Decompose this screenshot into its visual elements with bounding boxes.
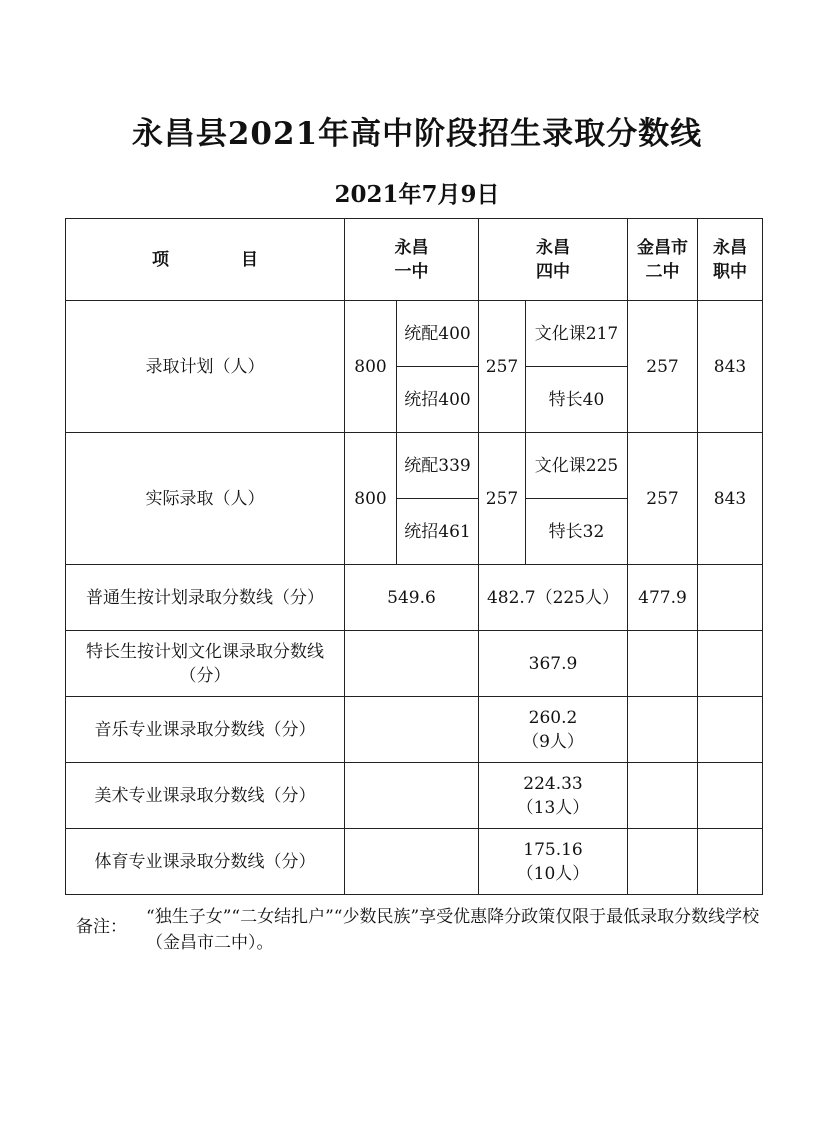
row-school-3: 477.9 (628, 565, 698, 631)
row-school-2: 175.16 （10人） (479, 829, 628, 895)
row-school-4 (698, 763, 763, 829)
score-row-music (66, 697, 763, 763)
row-school-1 (345, 631, 479, 697)
actual-school-3: 257 (628, 433, 698, 565)
header-item-a: 项 (152, 249, 169, 270)
row-school-4 (698, 829, 763, 895)
plan-row (66, 301, 763, 367)
row-school-1: 549.6 (345, 565, 479, 631)
actual-row (66, 433, 763, 499)
row-school-3 (628, 829, 698, 895)
document-date: 2021年7月9日 (334, 181, 500, 208)
actual-label: 实际录取（人） (66, 433, 345, 565)
header-item (66, 219, 345, 301)
actual-school-1-sub-b: 统招461 (397, 499, 479, 565)
note-label: 备注： (76, 917, 127, 937)
actual-school-2-total: 257 (479, 433, 526, 565)
score-row-pe (66, 829, 763, 895)
header-school-4: 永昌 职中 (698, 219, 763, 301)
note-text: “独生子女”“二女结扎户”“少数民族”享受优惠降分政策仅限于最低录取分数线学校（金昌市二中）。 (146, 907, 760, 953)
score-row-specialty-culture (66, 631, 763, 697)
actual-school-4: 843 (698, 433, 763, 565)
plan-school-2-sub-b: 特长40 (526, 367, 628, 433)
header-school-2: 永昌 四中 (479, 219, 628, 301)
plan-school-1-total: 800 (345, 301, 397, 433)
plan-school-4: 843 (698, 301, 763, 433)
row-label: 音乐专业课录取分数线（分） (66, 697, 345, 763)
plan-school-1-sub-b: 统招400 (397, 367, 479, 433)
row-label: 普通生按计划录取分数线（分） (66, 565, 345, 631)
row-school-4 (698, 631, 763, 697)
row-school-4 (698, 697, 763, 763)
row-label: 特长生按计划文化课录取分数线 （分） (66, 631, 345, 697)
actual-school-1-sub-a: 统配339 (397, 433, 479, 499)
row-school-1 (345, 697, 479, 763)
plan-school-2-sub-a: 文化课217 (526, 301, 628, 367)
row-school-2: 367.9 (479, 631, 628, 697)
row-school-2: 224.33 （13人） (479, 763, 628, 829)
row-school-1 (345, 829, 479, 895)
row-label: 体育专业课录取分数线（分） (66, 829, 345, 895)
admission-score-table (65, 218, 763, 895)
plan-school-3: 257 (628, 301, 698, 433)
row-school-2: 260.2 （9人） (479, 697, 628, 763)
header-item-b: 目 (241, 249, 258, 270)
score-row-art (66, 763, 763, 829)
row-school-3 (628, 763, 698, 829)
row-school-1 (345, 763, 479, 829)
header-row (66, 219, 763, 301)
header-school-3: 金昌市 二中 (628, 219, 698, 301)
row-school-4 (698, 565, 763, 631)
row-label: 美术专业课录取分数线（分） (66, 763, 345, 829)
actual-school-2-sub-a: 文化课225 (526, 433, 628, 499)
row-school-3 (628, 631, 698, 697)
plan-school-1-sub-a: 统配400 (397, 301, 479, 367)
header-school-1: 永昌 一中 (345, 219, 479, 301)
actual-school-1-total: 800 (345, 433, 397, 565)
plan-label: 录取计划（人） (66, 301, 345, 433)
row-school-3 (628, 697, 698, 763)
actual-school-2-sub-b: 特长32 (526, 499, 628, 565)
document-title: 永昌县2021年高中阶段招生录取分数线 (131, 116, 703, 152)
row-school-2: 482.7（225人） (479, 565, 628, 631)
plan-school-2-total: 257 (479, 301, 526, 433)
score-row-regular (66, 565, 763, 631)
